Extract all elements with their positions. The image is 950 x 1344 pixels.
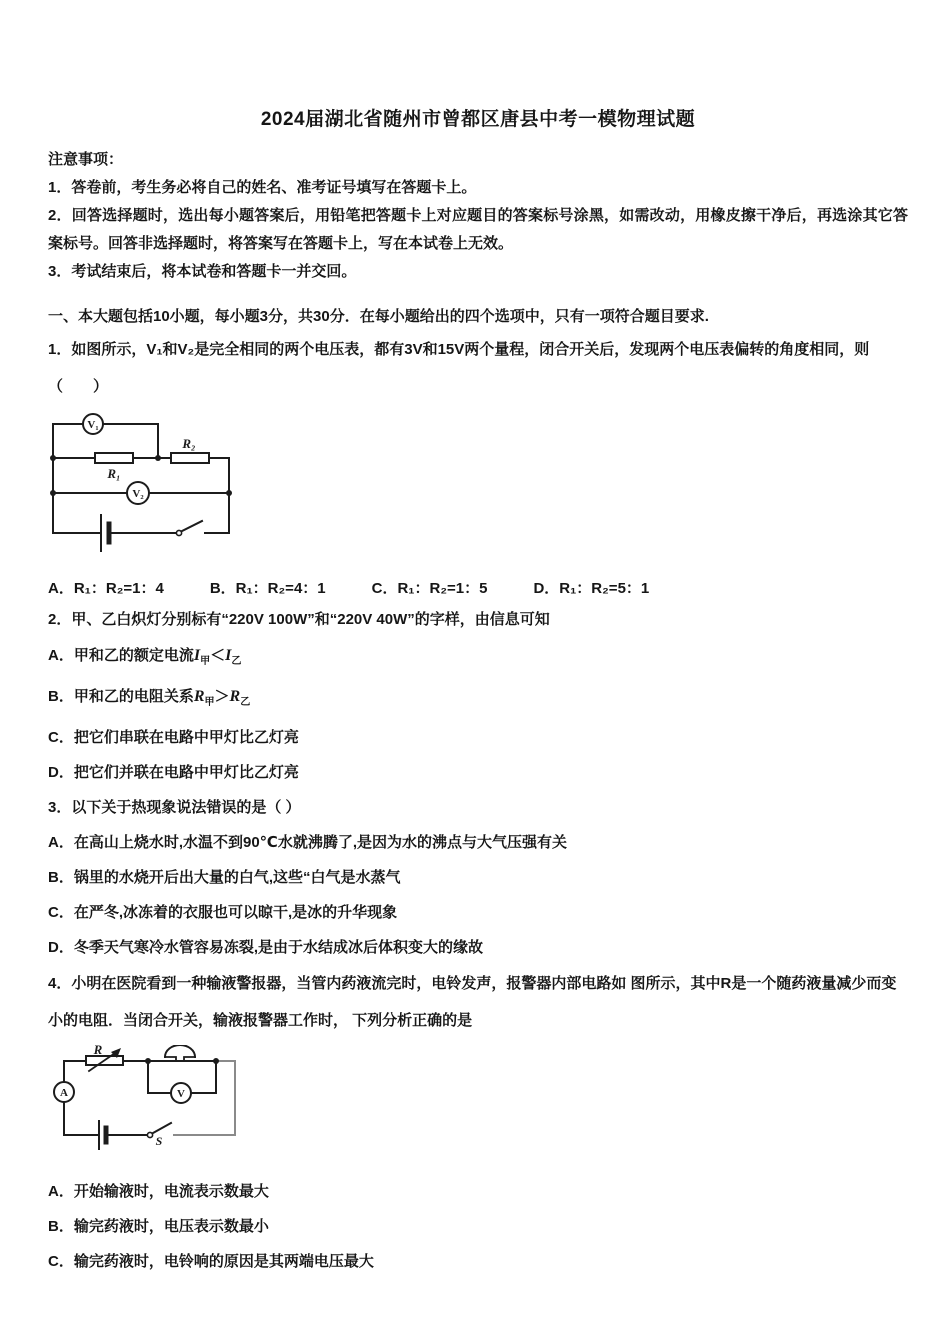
section1-heading: 一、本大题包括10小题，每小题3分，共30分．在每小题给出的四个选项中，只有一项符合题目要求. — [48, 308, 709, 325]
bell-dome-icon — [165, 1045, 195, 1057]
junction-dot — [50, 455, 56, 461]
var-subscript: 甲 — [200, 656, 211, 667]
option-text: 甲和乙的电阻关系 — [73, 688, 194, 705]
switch-pivot-icon — [176, 530, 181, 535]
q3-stem-text: 以下关于热现象说法错误的是（ ） — [71, 799, 301, 816]
option-text: 甲和乙的额定电流 — [73, 647, 194, 664]
relation-operator: ＜ — [210, 647, 226, 664]
q2-number: 2． — [48, 611, 72, 628]
var-symbol: I — [193, 647, 201, 664]
q4-stem-text: 小明在医院看到一种输液警报器，当管内药液流完时，电铃发声，报警器内部电路如 图所示，其中R是一个随药液量减少而变小的电阻．当闭合开关，输液报警器工作时， 下列分析正确的是 — [48, 975, 897, 1029]
notice-section — [48, 146, 908, 286]
switch-lever-icon — [182, 521, 202, 531]
q1-figure — [48, 411, 908, 566]
resistor-r1-icon — [95, 453, 133, 463]
v1-label: V₁ — [87, 419, 99, 431]
q1-stem-text: 如图所示，V₁和V₂是完全相同的两个电压表，都有3V和15V两个量程，闭合开关后，发现两个电压表偏转的角度相同，则（ ） — [48, 341, 870, 395]
var-symbol: I — [225, 647, 232, 664]
junction-dot — [226, 490, 232, 496]
ammeter-label: A — [60, 1087, 68, 1099]
q1-options — [48, 577, 908, 601]
q3-number: 3． — [48, 799, 72, 816]
q3-option-c: C．在严冬,冰冻着的衣服也可以晾干,是冰的升华现象 — [48, 904, 398, 921]
q4-option-b: B．输完药液时，电压表示数最小 — [48, 1218, 269, 1235]
q2-stem-text: 甲、乙白炽灯分别标有“220V 100W”和“220V 40W”的字样，由信息可知 — [71, 611, 550, 628]
q1-option-a: A．R₁：R₂=1：4 — [48, 580, 164, 597]
junction-dot — [50, 490, 56, 496]
q2-option-c: C．把它们串联在电路中甲灯比乙灯亮 — [48, 729, 299, 746]
q4-figure — [48, 1045, 908, 1162]
wire — [191, 1061, 216, 1093]
voltmeter-label: V — [177, 1088, 185, 1100]
switch-pivot-icon — [147, 1132, 152, 1137]
wire — [148, 1061, 171, 1093]
q1-number: 1． — [48, 341, 72, 358]
notice-heading: 注意事项： — [48, 151, 124, 168]
circuit-diagram-q4 — [48, 1045, 248, 1157]
notice-item-2: 2．回答选择题时，选出每小题答案后，用铅笔把答题卡上对应题目的答案标号涂黑，如需改动，用橡皮擦干净后，再选涂其它答案标号。回答非选择题时，将答案写在答题卡上，写在本试卷上无效。 — [48, 207, 908, 252]
var-subscript: 乙 — [231, 656, 242, 667]
junction-dot — [213, 1058, 219, 1064]
wire — [209, 458, 229, 533]
switch-lever-icon — [153, 1123, 171, 1133]
q4-stem — [48, 965, 908, 1039]
q1-option-c: C．R₁：R₂=1：5 — [371, 580, 488, 597]
var-symbol: R — [229, 688, 241, 705]
q2-option-b — [48, 679, 908, 720]
var-subscript: 甲 — [204, 697, 215, 708]
q2-stem — [48, 601, 908, 638]
q2-option-a — [48, 638, 908, 679]
junction-dot — [155, 455, 161, 461]
var-symbol: R — [193, 688, 205, 705]
option-label: A． — [48, 647, 74, 664]
q3-stem — [48, 790, 908, 825]
q4-number: 4． — [48, 975, 72, 992]
q1-stem — [48, 331, 908, 405]
switch-label: S — [155, 1134, 163, 1148]
option-label: B． — [48, 688, 74, 705]
notice-item-1: 1．答卷前，考生务必将自己的姓名、准考证号填写在答题卡上。 — [48, 179, 477, 196]
r1-label: R₁ — [107, 466, 121, 481]
var-subscript: 乙 — [240, 697, 251, 708]
q4-option-c: C．输完药液时，电铃响的原因是其两端电压最大 — [48, 1253, 374, 1270]
r2-label: R₂ — [182, 436, 196, 451]
notice-item-3: 3．考试结束后，将本试卷和答题卡一并交回。 — [48, 263, 357, 280]
resistor-r2-icon — [171, 453, 209, 463]
v2-label: V₂ — [132, 488, 144, 500]
junction-dot — [145, 1058, 151, 1064]
q2-option-d: D．把它们并联在电路中甲灯比乙灯亮 — [48, 764, 299, 781]
q3-option-a: A．在高山上烧水时,水温不到90℃水就沸腾了,是因为水的沸点与大气压强有关 — [48, 834, 568, 851]
q3-option-d: D．冬季天气寒冷水管容易冻裂,是由于水结成冰后体积变大的缘故 — [48, 939, 484, 956]
page-title: 2024届湖北省随州市曾都区唐县中考一模物理试题 — [260, 109, 696, 130]
r-label: R — [93, 1045, 103, 1057]
q1-option-b: B．R₁：R₂=4：1 — [209, 580, 326, 597]
relation-operator: ＞ — [214, 688, 230, 705]
q4-option-a: A．开始输液时，电流表示数最大 — [48, 1183, 269, 1200]
circuit-diagram-q1 — [48, 411, 244, 561]
q1-option-d: D．R₁：R₂=5：1 — [533, 580, 650, 597]
q3-option-b: B．锅里的水烧开后出大量的白气,这些“白气是水蒸气 — [48, 869, 401, 886]
